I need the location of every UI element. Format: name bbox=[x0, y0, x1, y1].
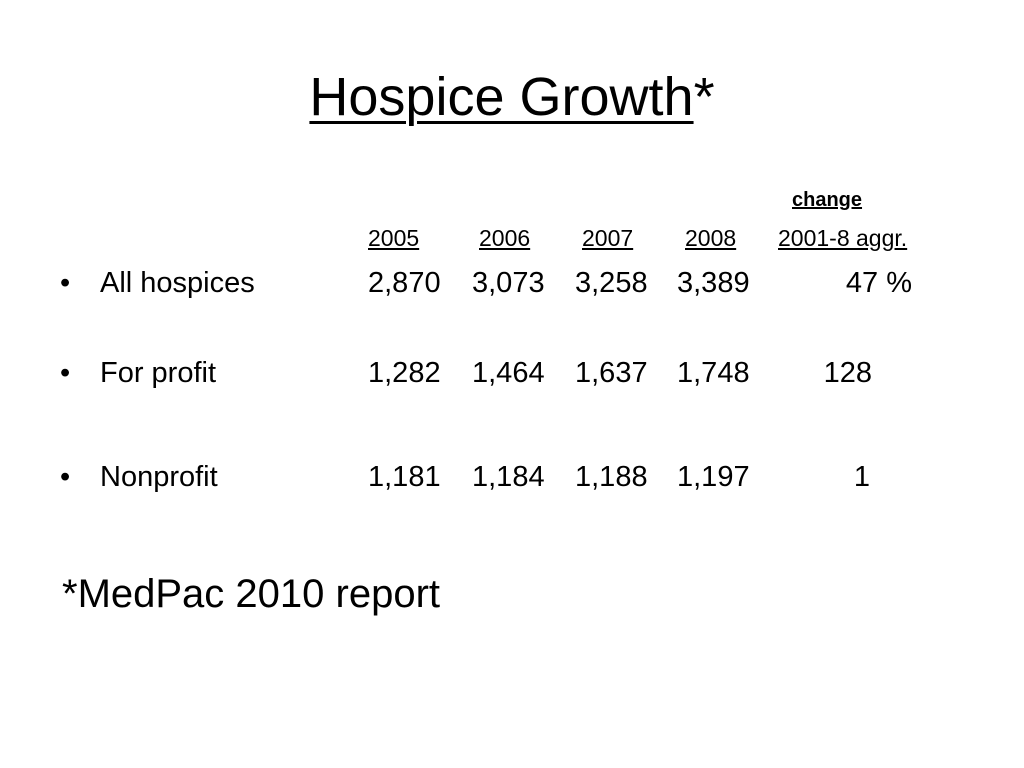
value-2007: 3,258 bbox=[575, 267, 648, 299]
slide-title-main: Hospice Growth bbox=[309, 67, 694, 127]
value-2007: 1,188 bbox=[575, 461, 648, 493]
bullet-icon: • bbox=[60, 461, 71, 493]
value-2006: 3,073 bbox=[472, 267, 545, 299]
value-2007: 1,637 bbox=[575, 357, 648, 389]
value-2005: 2,870 bbox=[368, 267, 441, 299]
table-row-all-hospices bbox=[0, 265, 1024, 301]
value-2008: 3,389 bbox=[677, 267, 750, 299]
bullet-icon: • bbox=[60, 267, 71, 299]
slide-title bbox=[0, 66, 1024, 128]
table-row-nonprofit bbox=[0, 459, 1024, 495]
slide-title-asterisk: * bbox=[693, 67, 715, 127]
value-2008: 1,748 bbox=[677, 357, 750, 389]
row-label: Nonprofit bbox=[100, 461, 218, 493]
row-label: For profit bbox=[100, 357, 217, 389]
value-2006: 1,464 bbox=[472, 357, 545, 389]
header-change-label: change bbox=[792, 189, 863, 211]
source-footnote: *MedPac 2010 report bbox=[62, 572, 441, 616]
header-2006: 2006 bbox=[479, 225, 531, 251]
value-2005: 1,181 bbox=[368, 461, 441, 493]
value-change: 1 bbox=[853, 461, 870, 493]
header-2007: 2007 bbox=[582, 225, 634, 251]
value-2005: 1,282 bbox=[368, 357, 441, 389]
table-row-for-profit bbox=[0, 355, 1024, 391]
row-label: All hospices bbox=[100, 267, 255, 299]
value-change: 47 % bbox=[845, 267, 912, 299]
value-change: 128 bbox=[823, 357, 872, 389]
bullet-icon: • bbox=[60, 357, 71, 389]
header-2005: 2005 bbox=[368, 225, 420, 251]
value-2006: 1,184 bbox=[472, 461, 545, 493]
header-2008: 2008 bbox=[685, 225, 737, 251]
header-aggregate-change: 2001-8 aggr. bbox=[778, 225, 908, 251]
value-2008: 1,197 bbox=[677, 461, 750, 493]
